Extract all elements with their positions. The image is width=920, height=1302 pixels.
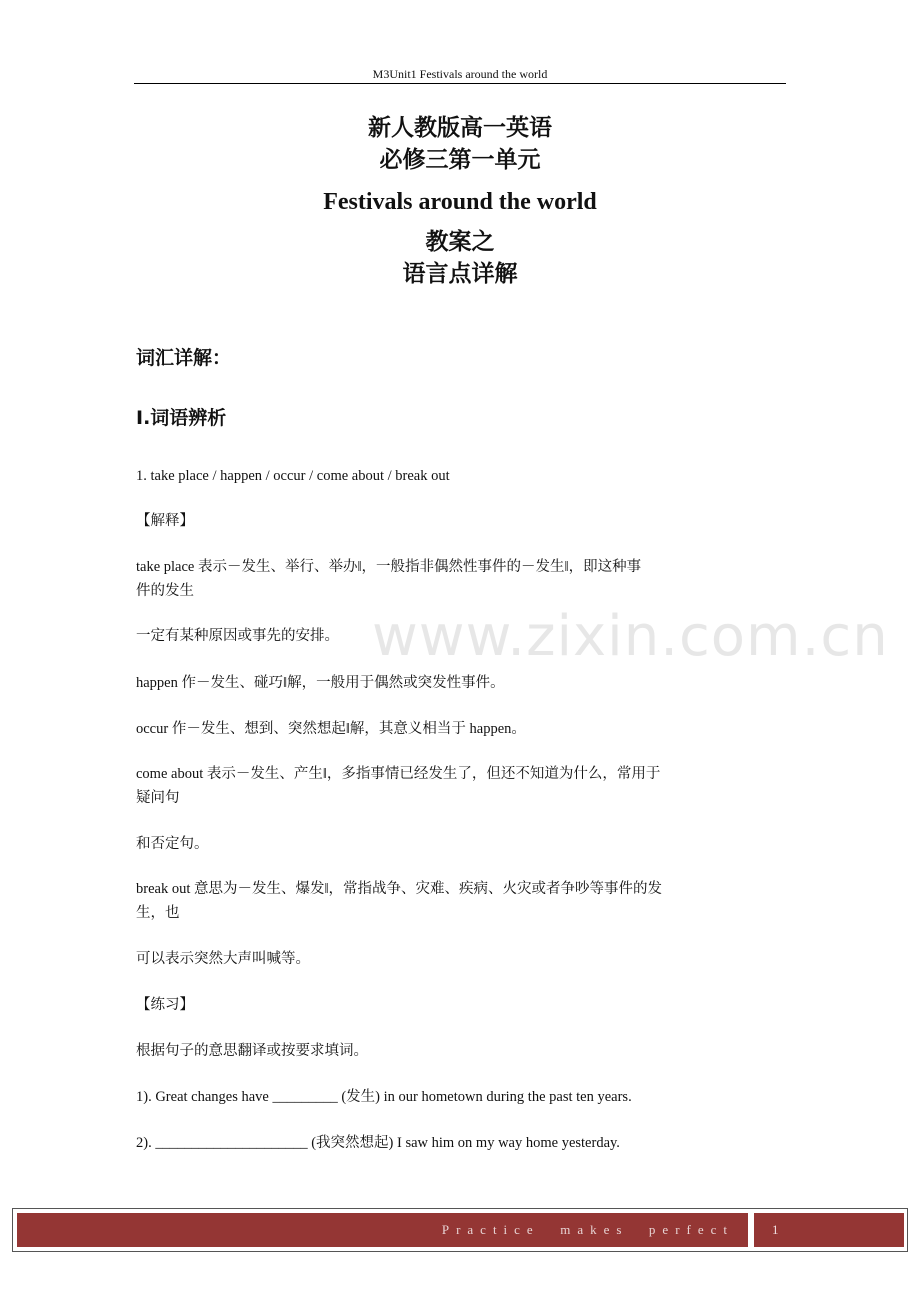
body-line: 疑问句 xyxy=(136,790,180,806)
body-line: 和否定句。 xyxy=(136,836,209,852)
body-line: come about 表示－发生、产生‖，多指事情已经发生了，但还不知道为什么，常用于 xyxy=(136,766,661,782)
body-line: 【练习】 xyxy=(136,997,194,1013)
body-line: 2). _____________________ (我突然想起) I saw him on my way home yesterday. xyxy=(136,1135,620,1151)
title-line-3: Festivals around the world xyxy=(323,189,597,215)
vocab-heading: 词汇详解： xyxy=(136,347,232,369)
page-footer xyxy=(12,1208,908,1252)
title-line-4: 教案之 xyxy=(425,229,495,255)
body-line: take place 表示－发生、举行、举办‖，一般指非偶然性事件的－发生‖，即这种事 xyxy=(136,559,642,575)
footer-motto-band xyxy=(17,1213,748,1247)
body-line: 生，也 xyxy=(136,905,180,921)
body-line: happen 作－发生、碰巧‖解，一般用于偶然或突发性事件。 xyxy=(136,675,505,691)
running-header: M3Unit1 Festivals around the world xyxy=(134,66,786,84)
body-line: 根据句子的意思翻译或按要求填词。 xyxy=(136,1043,368,1059)
document-title xyxy=(134,112,786,290)
body-line: occur 作－发生、想到、突然想起‖解，其意义相当于 happen。 xyxy=(136,721,526,737)
body-line: break out 意思为－发生、爆发‖，常指战争、灾难、疾病、火灾或者争吵等事件的发 xyxy=(136,881,663,897)
title-line-2: 必修三第一单元 xyxy=(379,147,541,173)
body-line: 可以表示突然大声叫喊等。 xyxy=(136,951,310,967)
body-line: 一定有某种原因或事先的安排。 xyxy=(136,628,339,644)
title-line-1: 新人教版高一英语 xyxy=(368,115,552,141)
body-line: 【解释】 xyxy=(136,513,194,529)
watermark: www.zixin.com.cn xyxy=(372,604,889,669)
title-line-5: 语言点详解 xyxy=(402,261,518,287)
body-line: 件的发生 xyxy=(136,583,194,599)
body-line: 1. take place / happen / occur / come about / break out xyxy=(136,468,450,484)
page-number: 1 xyxy=(772,1222,779,1237)
page-number-box xyxy=(754,1213,904,1247)
footer-motto: Practice makes perfect xyxy=(441,1222,734,1237)
part1-heading: Ⅰ.词语辨析 xyxy=(136,407,227,429)
body-line: 1). Great changes have _________ (发生) in our hometown during the past ten years. xyxy=(136,1089,632,1105)
